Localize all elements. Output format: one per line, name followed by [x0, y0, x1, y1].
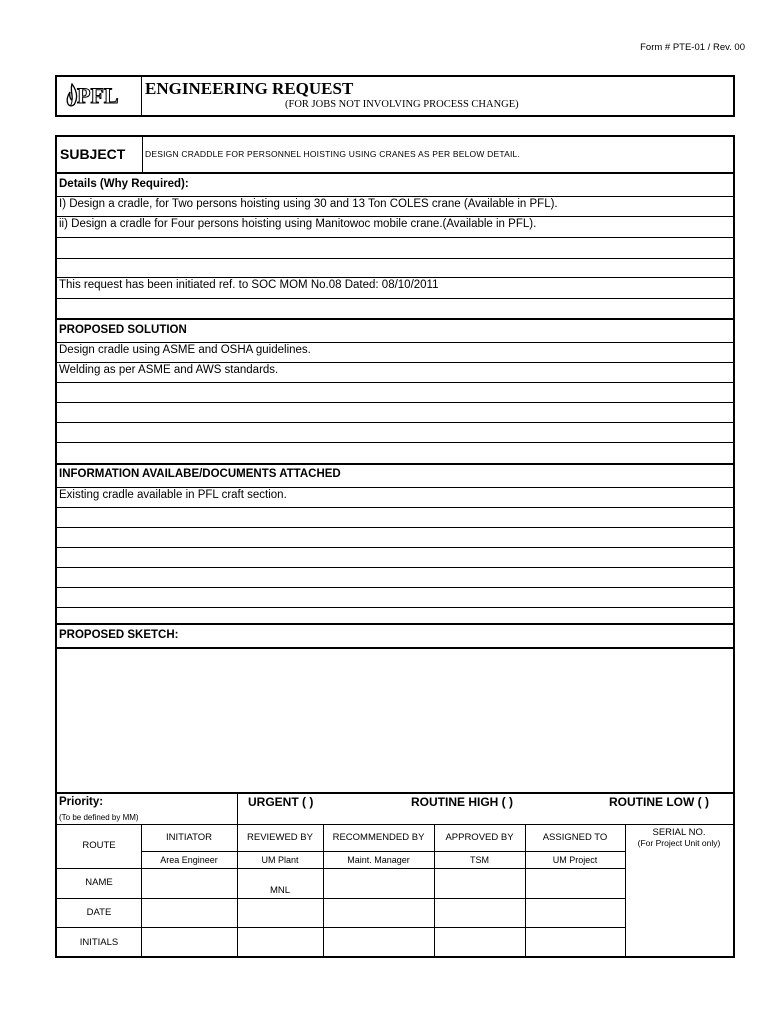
divider — [57, 298, 733, 299]
information-line-1[interactable]: Existing cradle available in PFL craft section. — [59, 489, 287, 501]
divider — [57, 507, 733, 508]
divider — [57, 318, 733, 320]
row-date-label: DATE — [86, 907, 112, 918]
priority-note: (To be defined by MM) — [59, 813, 139, 822]
divider — [57, 547, 733, 548]
divider — [141, 851, 625, 852]
page-title: ENGINEERING REQUEST — [145, 79, 354, 98]
priority-divider — [237, 793, 238, 824]
divider — [57, 422, 733, 423]
row-name-label: NAME — [85, 877, 113, 888]
details-label: Details (Why Required): — [59, 178, 189, 190]
divider — [57, 567, 733, 568]
column-assigned-to: ASSIGNED TO — [542, 832, 608, 843]
divider — [57, 898, 625, 899]
divider — [57, 362, 733, 363]
role-assigned-to: UM Project — [552, 855, 598, 865]
col-divider — [525, 824, 526, 958]
divider — [57, 237, 733, 238]
divider — [57, 277, 733, 278]
serial-no-label: SERIAL NO. — [652, 827, 706, 838]
sketch-label: PROPOSED SKETCH: — [59, 629, 179, 641]
divider — [57, 487, 733, 488]
divider — [57, 527, 733, 528]
divider — [57, 607, 733, 608]
row-initials-label: INITIALS — [79, 937, 119, 948]
priority-label: Priority: — [59, 796, 104, 808]
details-line-5[interactable]: This request has been initiated ref. to SOC MOM No.08 Dated: 08/10/2011 — [59, 279, 439, 291]
information-label: INFORMATION AVAILABE/DOCUMENTS ATTACHED — [59, 468, 341, 480]
solution-line-2[interactable]: Welding as per ASME and AWS standards. — [59, 364, 279, 376]
divider — [57, 342, 733, 343]
divider — [57, 824, 733, 825]
divider — [57, 792, 733, 794]
form-header — [55, 75, 735, 117]
divider — [57, 402, 733, 403]
divider — [57, 442, 733, 443]
divider — [57, 216, 733, 217]
col-divider — [434, 824, 435, 958]
form-number: Form # PTE-01 / Rev. 00 — [640, 42, 745, 53]
role-reviewed-by: UM Plant — [261, 855, 299, 865]
subject-divider — [142, 137, 143, 172]
sketch-area[interactable] — [57, 649, 733, 792]
column-initiator: INITIATOR — [165, 832, 213, 843]
col-divider — [141, 824, 142, 958]
divider — [57, 868, 625, 869]
solution-line-1[interactable]: Design cradle using ASME and OSHA guidelines. — [59, 344, 311, 356]
route-label: ROUTE — [82, 840, 116, 851]
divider — [57, 258, 733, 259]
divider — [57, 587, 733, 588]
details-line-1[interactable]: I) Design a cradle, for Two persons hoisting using 30 and 13 Ton COLES crane (Available in PFL). — [59, 198, 558, 210]
logo — [57, 77, 142, 115]
name-reviewed-by[interactable]: MNL — [269, 885, 291, 896]
logo-text: PFL — [77, 83, 119, 108]
column-approved-by: APPROVED BY — [445, 832, 514, 843]
details-line-2[interactable]: ii) Design a cradle for Four persons hoisting using Manitowoc mobile crane.(Available in PFL). — [59, 218, 537, 230]
divider — [57, 463, 733, 465]
subject-label: SUBJECT — [60, 146, 126, 162]
priority-routine-low[interactable]: ROUTINE LOW ( ) — [609, 795, 709, 809]
divider — [57, 623, 733, 625]
engineering-request-form — [55, 135, 735, 958]
subject-value[interactable]: DESIGN CRADDLE FOR PERSONNEL HOISTING USING CRANES AS PER BELOW DETAIL. — [145, 149, 521, 159]
column-recommended-by: RECOMMENDED BY — [332, 832, 425, 843]
role-approved-by: TSM — [470, 855, 489, 865]
divider — [57, 927, 625, 928]
serial-no-field[interactable] — [625, 852, 733, 956]
role-initiator: Area Engineer — [160, 855, 218, 865]
divider — [57, 172, 733, 174]
priority-urgent[interactable]: URGENT ( ) — [248, 795, 314, 809]
priority-routine-high[interactable]: ROUTINE HIGH ( ) — [411, 795, 513, 809]
role-recommended-by: Maint. Manager — [347, 855, 410, 865]
col-divider — [323, 824, 324, 958]
page-subtitle: (FOR JOBS NOT INVOLVING PROCESS CHANGE) — [285, 99, 519, 110]
column-reviewed-by: REVIEWED BY — [247, 832, 313, 843]
proposed-solution-label: PROPOSED SOLUTION — [59, 324, 187, 336]
divider — [57, 382, 733, 383]
serial-no-note: (For Project Unit only) — [637, 838, 721, 848]
divider — [57, 196, 733, 197]
